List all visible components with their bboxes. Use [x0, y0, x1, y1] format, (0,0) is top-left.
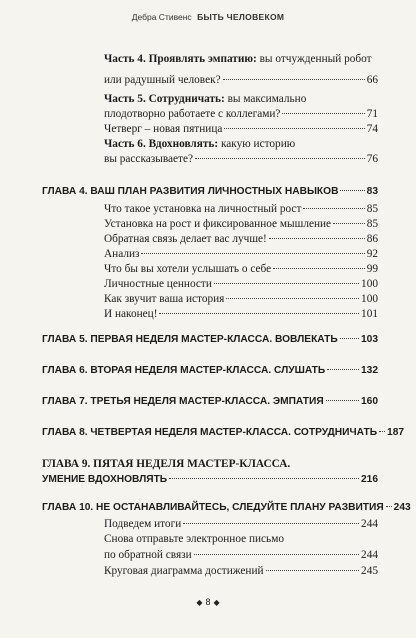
toc-part-5-line1: Часть 5. Сотрудничать: вы максимально	[104, 93, 307, 105]
toc-page-number: 71	[366, 108, 378, 120]
toc-item[interactable]: И наконец! 101	[104, 308, 378, 320]
toc-item[interactable]: Подведем итоги 244	[104, 518, 378, 530]
dot-leader	[224, 128, 364, 129]
dot-leader	[282, 113, 364, 114]
toc-chapter-7[interactable]: ГЛАВА 7. ТРЕТЬЯ НЕДЕЛЯ МАСТЕР-КЛАССА. ЭМПАТИЯ 160	[42, 396, 378, 407]
toc-item[interactable]: по обратной связи 244	[104, 549, 378, 561]
header-author: Дебра Стивенс	[131, 12, 192, 22]
chapter-title: ГЛАВА 7. ТРЕТЬЯ НЕДЕЛЯ МАСТЕР-КЛАССА. ЭМПАТИЯ	[42, 396, 324, 407]
toc-part-4-line2[interactable]: или радушный человек? 66	[104, 74, 378, 86]
chapter-title: ГЛАВА 4. ВАШ ПЛАН РАЗВИТИЯ ЛИЧНОСТНЫХ НАВЫКОВ	[42, 186, 339, 197]
toc-chapter-4[interactable]	[42, 186, 378, 197]
toc-part-6-title: Часть 6. Вдохновлять:	[104, 138, 219, 150]
toc-page-number: 74	[366, 123, 378, 135]
chapter-title: ГЛАВА 6. ВТОРАЯ НЕДЕЛЯ МАСТЕР-КЛАССА. СЛУШАТЬ	[42, 365, 326, 376]
toc-part-5-line2[interactable]: плодотворно работаете с коллегами? 71	[104, 108, 378, 120]
page-number: 8	[205, 597, 211, 607]
toc-chapter-9-line1: ГЛАВА 9. ПЯТАЯ НЕДЕЛЯ МАСТЕР-КЛАССА.	[42, 458, 291, 470]
toc-page-number: 83	[366, 186, 378, 197]
toc-page-number: 66	[366, 74, 378, 86]
dot-leader	[340, 190, 364, 191]
toc-part-6-line1: Часть 6. Вдохновлять: какую историю	[104, 138, 296, 150]
toc-part-4-title: Часть 4. Проявлять эмпатию:	[104, 53, 257, 65]
dot-leader	[223, 79, 365, 80]
toc-chapter-5[interactable]: ГЛАВА 5. ПЕРВАЯ НЕДЕЛЯ МАСТЕР-КЛАССА. ВОВЛЕКАТЬ 103	[42, 334, 378, 345]
toc-item[interactable]: Что такое установка на личностный рост 85	[104, 203, 378, 215]
header-book-title: БЫТЬ ЧЕЛОВЕКОМ	[197, 12, 285, 22]
chapter-title: УМЕНИЕ ВДОХНОВЛЯТЬ	[42, 474, 168, 485]
toc-item-thursday[interactable]: Четверг – новая пятница 74	[104, 123, 378, 135]
chapter-title: ГЛАВА 10. НЕ ОСТАНАВЛИВАЙТЕСЬ, СЛЕДУЙТЕ ПЛАНУ РАЗВИТИЯ	[42, 502, 384, 513]
toc-page-number: 76	[366, 153, 378, 165]
toc-chapter-8[interactable]: ГЛАВА 8. ЧЕТВЕРТАЯ НЕДЕЛЯ МАСТЕР-КЛАССА. СОТРУДНИЧАТЬ 187	[42, 427, 405, 438]
chapter-title: ГЛАВА 5. ПЕРВАЯ НЕДЕЛЯ МАСТЕР-КЛАССА. ВОВЛЕКАТЬ	[42, 334, 338, 345]
toc-chapter-6[interactable]: ГЛАВА 6. ВТОРАЯ НЕДЕЛЯ МАСТЕР-КЛАССА. СЛУШАТЬ 132	[42, 365, 378, 376]
toc-part-4-line1: Часть 4. Проявлять эмпатию: вы отчужденный робот	[104, 53, 372, 65]
toc-item[interactable]: Анализ 92	[104, 248, 378, 260]
diamond-ornament-icon: ◆	[213, 598, 220, 607]
running-header	[0, 12, 416, 22]
toc-item[interactable]: Обратная связь делает вас лучше! 86	[104, 233, 378, 245]
diamond-ornament-icon: ◆	[196, 598, 203, 607]
toc-item[interactable]: Круговая диаграмма достижений 245	[104, 565, 378, 577]
toc-chapter-9[interactable]: УМЕНИЕ ВДОХНОВЛЯТЬ 216	[42, 474, 378, 485]
page-footer	[0, 597, 416, 607]
toc-item[interactable]: Как звучит ваша история 100	[104, 293, 378, 305]
toc-part-5-title: Часть 5. Сотрудничать:	[104, 93, 225, 105]
toc-chapter-10[interactable]: ГЛАВА 10. НЕ ОСТАНАВЛИВАЙТЕСЬ, СЛЕДУЙТЕ ПЛАНУ РАЗВИТИЯ 243	[42, 502, 411, 513]
toc-item[interactable]: Что бы вы хотели услышать о себе 99	[104, 263, 378, 275]
toc-part-6-line2[interactable]: вы рассказываете? 76	[104, 153, 378, 165]
chapter-title: ГЛАВА 8. ЧЕТВЕРТАЯ НЕДЕЛЯ МАСТЕР-КЛАССА. СОТРУДНИЧАТЬ	[42, 427, 378, 438]
dot-leader	[195, 158, 365, 159]
toc-item[interactable]: Установка на рост и фиксированное мышление 85	[104, 218, 378, 230]
toc-item[interactable]: Личностные ценности 100	[104, 278, 378, 290]
toc-item-line1: Снова отправьте электронное письмо	[104, 533, 285, 545]
